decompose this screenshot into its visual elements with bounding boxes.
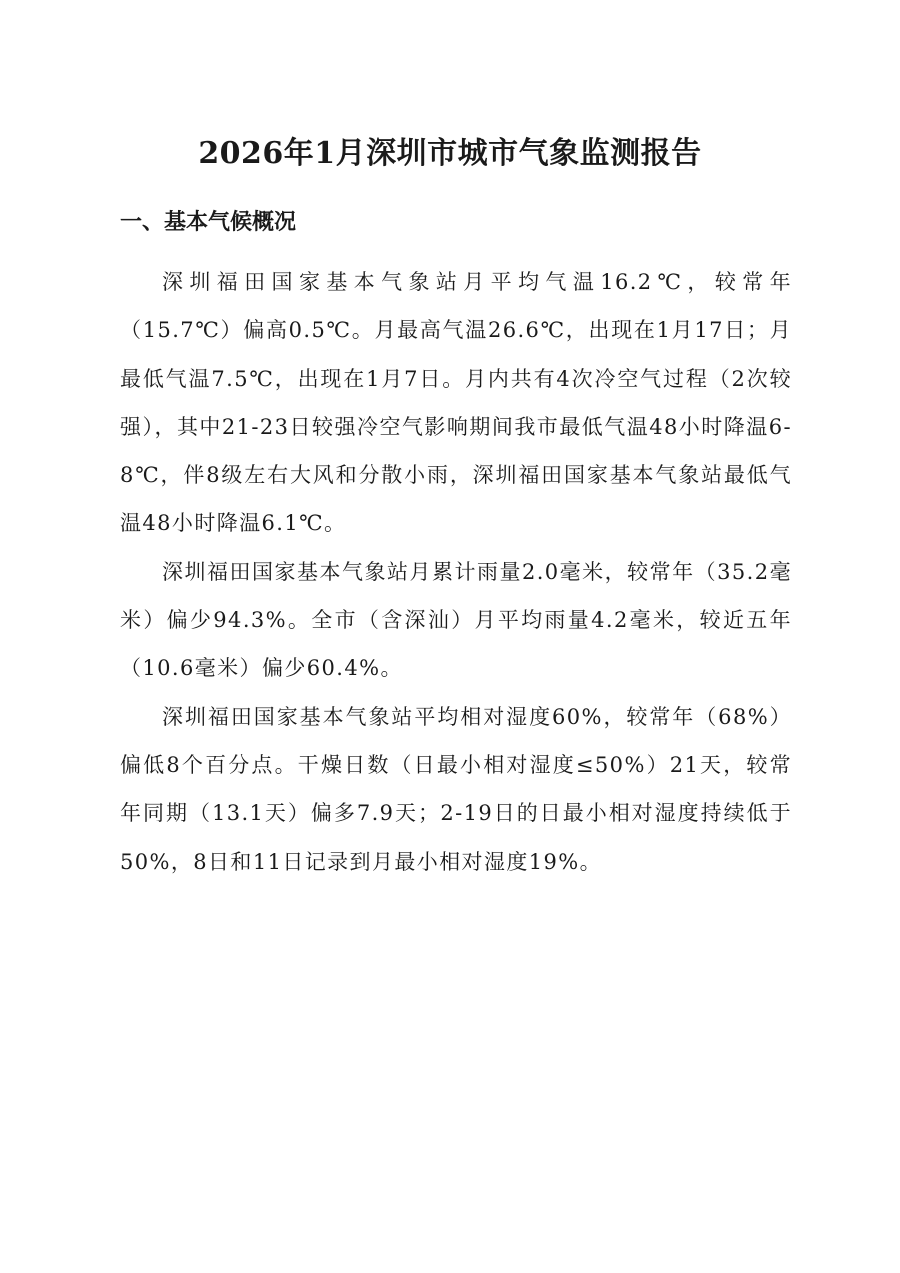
paragraph-temperature: 深圳福田国家基本气象站月平均气温16.2℃，较常年（15.7℃）偏高0.5℃。月最高气温26.6℃，出现在1月17日；月最低气温7.5℃，出现在1月7日。月内共有4次冷空气过程（2次较强），其中21-23日较强冷空气影响期间我市最低气温48小时降温6-8℃，伴8级左右大风和分散小雨，深圳福田国家基本气象站最低气温48小时降温6.1℃。 [120,270,792,536]
paragraph-rainfall: 深圳福田国家基本气象站月累计雨量2.0毫米，较常年（35.2毫米）偏少94.3%。全市（含深汕）月平均雨量4.2毫米，较近五年（10.6毫米）偏少60.4%。 [120,559,792,681]
document-title: 2026年1月深圳市城市气象监测报告 [198,136,702,171]
section-heading: 一、基本气候概况 [120,210,297,235]
section-body [120,258,792,886]
paragraph-humidity: 深圳福田国家基本气象站平均相对湿度60%，较常年（68%）偏低8个百分点。干燥日数（日最小相对湿度≤50%）21天，较常年同期（13.1天）偏多7.9天；2-19日的日最小相对湿度持续低于50%，8日和11日记录到月最小相对湿度19%。 [120,704,792,874]
